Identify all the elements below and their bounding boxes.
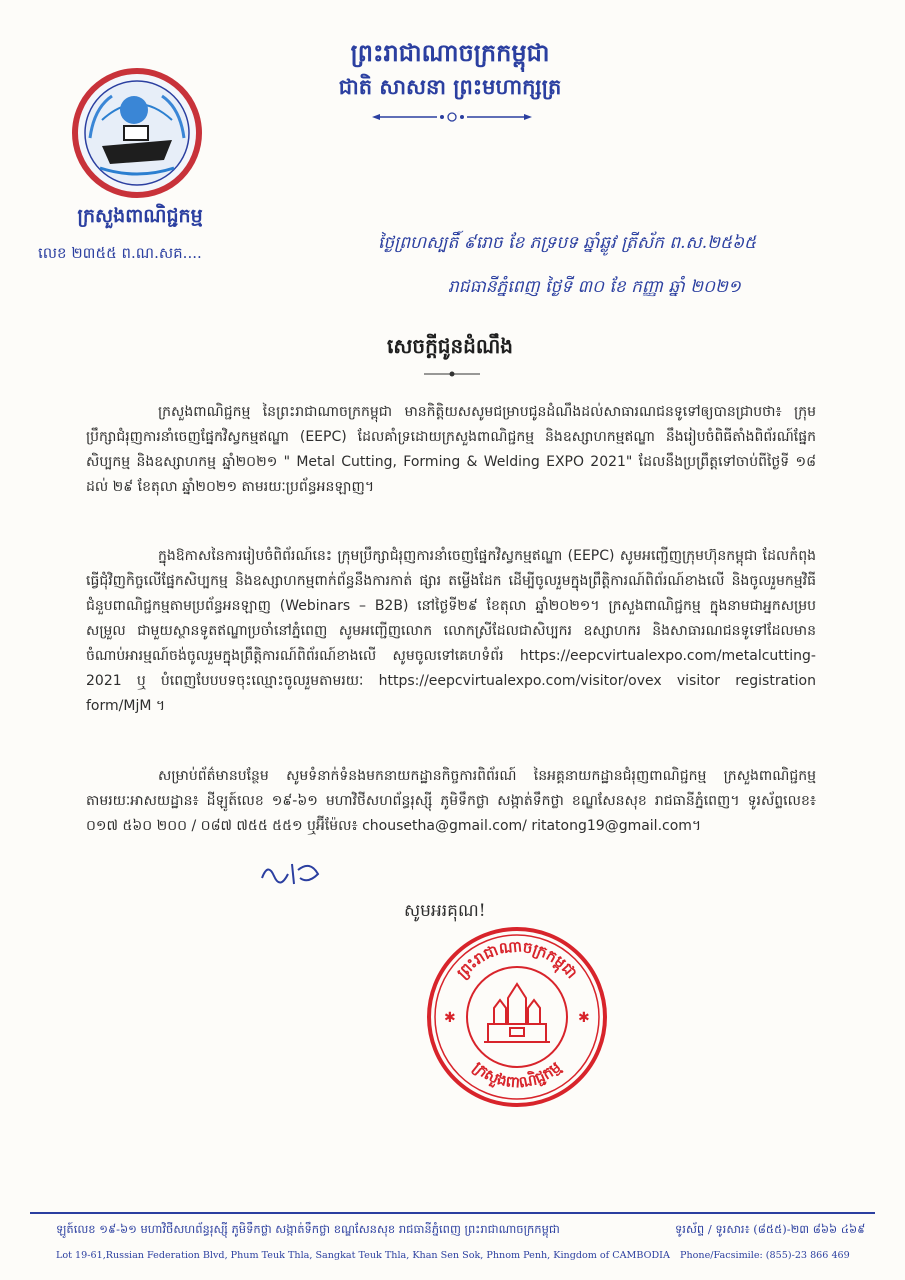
lunar-date: ថ្ងៃព្រហស្បតិ៍ ៩រោច ខែ ភទ្របទ ឆ្នាំឆ្លូវ ត្រីស័ក ព.ស.២៥៦៥ <box>378 233 757 253</box>
paragraph-invitation: ក្នុងឱកាសនៃការរៀបចំពិព័រណ៍នេះ ក្រុមប្រឹក្សាជំរុញការនាំចេញផ្នែកវិស្វកម្មឥណ្ឌា (EEPC) សូមអញ្ជើញក្រុមហ៊ុនកម្ពុជា ដែលកំពុងធ្វើជុំវិញកិច្ចលើផ្នែកសិប្បកម្ម និងឧស្សាហកម្មពាក់ព័ន្ធនឹងការកាត់ ផ្សារ តម្លើងដែក ដើម្បីចូលរួមក្នុងព្រឹត្តិការណ៍ពិព័រណ៍ខាងលើ និងចូលរួមកម្មវិធីជំនួបពាណិជ្ជកម្មតាមប្រព័ន្ធអនឡាញ (Webinars – B2B) នៅថ្ងៃទី២៩ ខែតុលា ឆ្នាំ២០២១។ ក្រសួងពាណិជ្ជកម្ម ក្នុងនាមជាអ្នកសម្របសម្រួល ជាមួយស្ថានទូតឥណ្ឌាប្រចាំនៅភ្នំពេញ សូមអញ្ជើញលោក លោកស្រីដែលជាសិប្បករ ឧស្សាហករ និងសាធារណជនទូទៅដែលមានចំណាប់អារម្មណ៍ចង់ចូលរួមក្នុងព្រឹត្តិការណ៍ពិព័រណ៍ខាងលើ សូមចូលទៅគេហទំព័រ https://eepcvirtualexpo.com/metalcutting-2021 ឬ បំពេញបែបបទចុះឈ្មោះចូលរួមតាមរយៈ https://eepcvirtualexpo.com/visitor/ovex visitor registration form/MjM ។ <box>86 548 816 714</box>
handwritten-initials-icon <box>258 856 328 888</box>
footer-divider <box>30 1212 875 1214</box>
reference-number: លេខ ២៣៥៥ ព.ណ.សគ.... <box>38 244 202 262</box>
footer-phone-english: Phone/Facsimile: (855)-23 866 469 <box>680 1250 850 1261</box>
footer-phone-khmer: ទូរស័ព្ទ / ទូរសារ៖ (៨៥៥)-២៣ ៨៦៦ ៤៦៩ <box>675 1222 866 1236</box>
svg-text:ក្រសួងពាណិជ្ជកម្ម <box>470 1058 565 1092</box>
kingdom-heading: ព្រះរាជាណាចក្រកម្ពុជា <box>350 38 550 67</box>
closing-thanks: សូមអរគុណ! <box>404 901 486 921</box>
national-motto: ជាតិ សាសនា ព្រះមហាក្សត្រ <box>338 74 562 99</box>
footer-address-english: Lot 19-61,Russian Federation Blvd, Phum Teuk Thla, Sangkat Teuk Thla, Khan Sen Sok, Phnom Penh, Kingdom of CAMBODIA <box>56 1250 670 1261</box>
paragraph-announcement: ក្រសួងពាណិជ្ជកម្ម នៃព្រះរាជាណាចក្រកម្ពុជា មានកិត្តិយសសូមជម្រាបជូនដំណឹងដល់សាធារណជនទូទៅឲ្យបានជ្រាបថា៖ ក្រុមប្រឹក្សាជំរុញការនាំចេញផ្នែកវិស្វកម្មឥណ្ឌា (EEPC) ដែលគាំទ្រដោយក្រសួងពាណិជ្ជកម្ម និងឧស្សាហកម្មឥណ្ឌា នឹងរៀបចំពិធីតាំងពិព័រណ៍ផ្នែកសិប្បកម្ម និងឧស្សាហកម្ម ឆ្នាំ២០២១ " Metal Cutting, Forming & Welding EXPO 2021" ដែលនឹងប្រព្រឹត្តទៅចាប់ពីថ្ងៃទី ១៨ ដល់ ២៩ ខែតុលា ឆ្នាំ២០២១ តាមរយៈប្រព័ន្ធអនឡាញ។ <box>86 404 816 495</box>
svg-text:✱: ✱ <box>578 1010 590 1026</box>
solar-date: រាជធានីភ្នំពេញ ថ្ងៃទី ៣០ ខែ កញ្ញា ឆ្នាំ ២០២១ <box>448 277 741 297</box>
svg-text:✱: ✱ <box>444 1010 456 1026</box>
svg-text:ព្រះរាជាណាចក្រកម្ពុជា <box>453 937 581 982</box>
official-seal-icon <box>424 924 610 1110</box>
title-ornament-icon <box>422 370 482 378</box>
header-ornament-icon <box>372 110 532 124</box>
paragraph-contact: សម្រាប់ព័ត៌មានបន្ថែម សូមទំនាក់ទំនងមកនាយកដ្ឋានកិច្ចការពិព័រណ៍ នៃអគ្គនាយកដ្ឋានជំរុញពាណិជ្ជកម្ម ក្រសួងពាណិជ្ជកម្ម តាមរយៈអាសយដ្ឋាន៖ ដីឡូត៍លេខ ១៩-៦១ មហាវិថីសហព័ន្ធរុស្ស៊ី ភូមិទឹកថ្លា សង្កាត់ទឹកថ្លា ខណ្ឌសែនសុខ រាជធានីភ្នំពេញ។ ទូរស័ព្ទលេខ៖ ០១៧ ៥៦០ ២០០ / ០៨៧ ៧៥៥ ៥៥១ ឬអ៊ីម៉ែល៖ chousetha@gmail.com/ ritatong19@gmail.com។ <box>86 768 816 834</box>
seal-bottom-text: ក្រសួងពាណិជ្ជកម្ម <box>469 1057 565 1092</box>
seal-top-text: ព្រះរាជាណាចក្រកម្ពុជា <box>453 937 581 983</box>
ministry-name: ក្រសួងពាណិជ្ជកម្ម <box>77 205 203 227</box>
ministry-logo-icon <box>72 68 202 198</box>
document-title: សេចក្តីជូនដំណឹង <box>387 334 513 358</box>
footer-address-khmer: ឡូត៍លេខ ១៩-៦១ មហាវិថីសហព័ន្ធរុស្ស៊ី ភូមិទឹកថ្លា សង្កាត់ទឹកថ្លា ខណ្ឌសែនសុខ រាជធានីភ្នំពេញ ព្រះរាជាណាចក្រកម្ពុជា <box>56 1222 560 1236</box>
